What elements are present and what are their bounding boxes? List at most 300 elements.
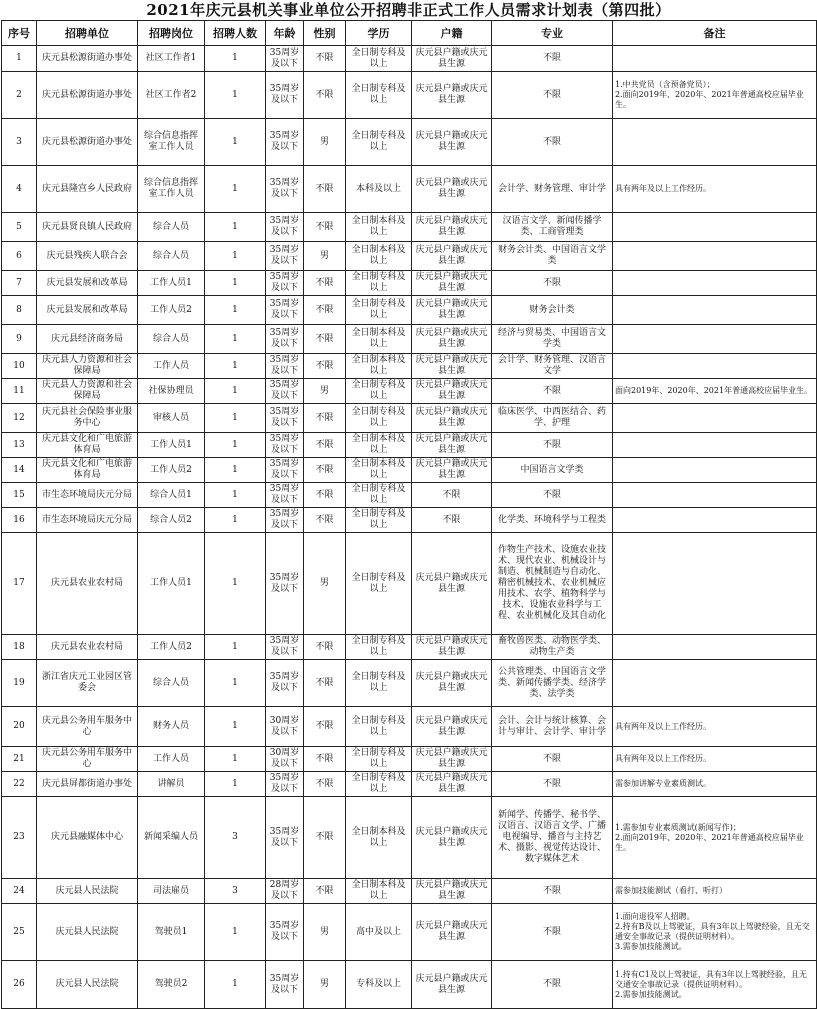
cell-post: 工作人员2 xyxy=(138,458,205,483)
cell-gender: 不限 xyxy=(304,46,346,72)
cell-count: 1 xyxy=(205,296,266,325)
table-row xyxy=(2,46,817,72)
cell-education: 全日制专科及以上 xyxy=(346,379,412,404)
cell-unit: 庆元县经济商务局 xyxy=(37,325,138,354)
table-row xyxy=(2,296,817,325)
cell-education: 全日制本科及以上 xyxy=(346,213,412,242)
cell-unit: 庆元县人民法院 xyxy=(37,904,138,961)
cell-post: 工作人员 xyxy=(138,747,205,772)
cell-post: 工作人员1 xyxy=(138,433,205,458)
table-row xyxy=(2,433,817,458)
cell-note: 需参加讲解专业素质测试。 xyxy=(613,772,817,797)
cell-major: 不限 xyxy=(492,747,613,772)
cell-unit: 庆元县人力资源和社会保障局 xyxy=(37,379,138,404)
cell-post: 讲解员 xyxy=(138,772,205,797)
cell-unit: 庆元县残疾人联合会 xyxy=(37,242,138,271)
cell-age: 35周岁及以下 xyxy=(266,119,304,166)
cell-post: 综合信息指挥室工作人员 xyxy=(138,166,205,213)
cell-hukou: 庆元县户籍或庆元县生源 xyxy=(412,904,492,961)
cell-hukou: 庆元县户籍或庆元县生源 xyxy=(412,242,492,271)
cell-note: 面向2019年、2020年、2021年普通高校应届毕业生。 xyxy=(613,379,817,404)
cell-note: 具有两年及以上工作经历。 xyxy=(613,747,817,772)
cell-hukou: 不限 xyxy=(412,483,492,508)
cell-gender: 不限 xyxy=(304,660,346,707)
table-row xyxy=(2,533,817,635)
cell-gender: 不限 xyxy=(304,879,346,904)
cell-no: 12 xyxy=(2,404,37,433)
cell-no: 14 xyxy=(2,458,37,483)
cell-note: 1.需参加专业素质测试(新闻写作)； 2.面向2019年、2020年、2021年普通高校应届毕业生。 xyxy=(613,797,817,879)
cell-count: 1 xyxy=(205,707,266,747)
cell-note xyxy=(613,296,817,325)
cell-post: 新闻采编人员 xyxy=(138,797,205,879)
cell-hukou: 庆元县户籍或庆元县生源 xyxy=(412,707,492,747)
cell-hukou: 庆元县户籍或庆元县生源 xyxy=(412,72,492,119)
header-major: 专业 xyxy=(492,21,613,46)
cell-gender: 不限 xyxy=(304,72,346,119)
cell-unit: 市生态环境局庆元分局 xyxy=(37,483,138,508)
cell-post: 社区工作者1 xyxy=(138,46,205,72)
cell-education: 全日制专科及以上 xyxy=(346,119,412,166)
cell-age: 35周岁及以下 xyxy=(266,797,304,879)
cell-hukou: 庆元县户籍或庆元县生源 xyxy=(412,660,492,707)
cell-education: 本科及以上 xyxy=(346,166,412,213)
cell-post: 驾驶员2 xyxy=(138,961,205,1009)
cell-count: 1 xyxy=(205,404,266,433)
cell-post: 社区工作者2 xyxy=(138,72,205,119)
cell-gender: 不限 xyxy=(304,483,346,508)
cell-note: 1.中共党员（含预备党员）； 2.面向2019年、2020年、2021年普通高校应届毕业生。 xyxy=(613,72,817,119)
cell-post: 审核人员 xyxy=(138,404,205,433)
cell-count: 1 xyxy=(205,325,266,354)
table-body xyxy=(2,46,817,1009)
cell-note xyxy=(613,325,817,354)
cell-no: 22 xyxy=(2,772,37,797)
cell-unit: 庆元县人民法院 xyxy=(37,961,138,1009)
header-unit: 招聘单位 xyxy=(37,21,138,46)
cell-education: 全日制专科及以上 xyxy=(346,296,412,325)
header-row xyxy=(2,21,817,46)
cell-unit: 庆元县公务用车服务中心 xyxy=(37,707,138,747)
table-row xyxy=(2,508,817,533)
cell-age: 35周岁及以下 xyxy=(266,242,304,271)
table-row xyxy=(2,404,817,433)
cell-unit: 庆元县融媒体中心 xyxy=(37,797,138,879)
cell-hukou: 庆元县户籍或庆元县生源 xyxy=(412,271,492,296)
cell-age: 35周岁及以下 xyxy=(266,635,304,660)
header-education: 学历 xyxy=(346,21,412,46)
cell-unit: 庆元县松源街道办事处 xyxy=(37,119,138,166)
table-row xyxy=(2,119,817,166)
cell-education: 全日制专科及以上 xyxy=(346,747,412,772)
cell-gender: 男 xyxy=(304,379,346,404)
header-count: 招聘人数 xyxy=(205,21,266,46)
cell-no: 13 xyxy=(2,433,37,458)
cell-count: 1 xyxy=(205,242,266,271)
cell-major: 会计学、财务管理、审计学 xyxy=(492,166,613,213)
cell-age: 35周岁及以下 xyxy=(266,404,304,433)
cell-post: 工作人员1 xyxy=(138,533,205,635)
cell-major: 不限 xyxy=(492,46,613,72)
cell-major: 会计、会计与统计核算、会计与审计、会计学、审计学 xyxy=(492,707,613,747)
cell-education: 专科及以上 xyxy=(346,961,412,1009)
cell-count: 1 xyxy=(205,46,266,72)
cell-unit: 市生态环境局庆元分局 xyxy=(37,508,138,533)
cell-post: 司法雇员 xyxy=(138,879,205,904)
cell-major: 不限 xyxy=(492,772,613,797)
cell-unit: 庆元县文化和广电旅游体育局 xyxy=(37,433,138,458)
cell-count: 1 xyxy=(205,271,266,296)
cell-count: 1 xyxy=(205,72,266,119)
cell-age: 35周岁及以下 xyxy=(266,354,304,379)
cell-note: 1.面向退役军人招聘。 2.持有B及以上驾驶证，具有3年以上驾驶经验，且无交通安全事故记录（提供证明材料）。 3.需参加技能测试。 xyxy=(613,904,817,961)
cell-count: 3 xyxy=(205,797,266,879)
cell-no: 10 xyxy=(2,354,37,379)
cell-gender: 不限 xyxy=(304,296,346,325)
cell-hukou: 庆元县户籍或庆元县生源 xyxy=(412,533,492,635)
cell-gender: 不限 xyxy=(304,325,346,354)
cell-count: 1 xyxy=(205,354,266,379)
cell-hukou: 庆元县户籍或庆元县生源 xyxy=(412,458,492,483)
cell-education: 全日制专科及以上 xyxy=(346,72,412,119)
cell-note: 具有两年及以上工作经历。 xyxy=(613,166,817,213)
cell-major: 不限 xyxy=(492,961,613,1009)
cell-count: 1 xyxy=(205,166,266,213)
cell-age: 35周岁及以下 xyxy=(266,483,304,508)
cell-count: 1 xyxy=(205,904,266,961)
cell-no: 24 xyxy=(2,879,37,904)
cell-unit: 庆元县松源街道办事处 xyxy=(37,72,138,119)
cell-count: 1 xyxy=(205,635,266,660)
cell-unit: 庆元县社会保险事业服务中心 xyxy=(37,404,138,433)
cell-age: 30周岁及以下 xyxy=(266,707,304,747)
cell-age: 28周岁及以下 xyxy=(266,879,304,904)
cell-hukou: 庆元县户籍或庆元县生源 xyxy=(412,354,492,379)
cell-no: 2 xyxy=(2,72,37,119)
cell-education: 全日制本科及以上 xyxy=(346,325,412,354)
cell-note xyxy=(613,660,817,707)
cell-note xyxy=(613,533,817,635)
cell-age: 35周岁及以下 xyxy=(266,72,304,119)
table-row xyxy=(2,72,817,119)
cell-unit: 庆元县贤良镇人民政府 xyxy=(37,213,138,242)
cell-hukou: 庆元县户籍或庆元县生源 xyxy=(412,879,492,904)
cell-note xyxy=(613,213,817,242)
cell-major: 作物生产技术、设施农业技术、现代农业、机械设计与制造、机械制造与自动化、精密机械技术、农业机械应用技术、农学、植物科学与技术、设施农业科学与工程、农业机械化及其自动化 xyxy=(492,533,613,635)
cell-major: 不限 xyxy=(492,904,613,961)
cell-note xyxy=(613,433,817,458)
cell-note xyxy=(613,271,817,296)
cell-note xyxy=(613,242,817,271)
cell-unit: 庆元县屏都街道办事处 xyxy=(37,772,138,797)
cell-education: 全日制本科及以上 xyxy=(346,797,412,879)
table-row xyxy=(2,961,817,1009)
table-row xyxy=(2,879,817,904)
cell-no: 7 xyxy=(2,271,37,296)
cell-hukou: 庆元县户籍或庆元县生源 xyxy=(412,404,492,433)
cell-education: 全日制专科及以上 xyxy=(346,271,412,296)
cell-count: 1 xyxy=(205,483,266,508)
cell-major: 财务会计类 xyxy=(492,296,613,325)
cell-no: 11 xyxy=(2,379,37,404)
cell-education: 全日制专科及以上 xyxy=(346,404,412,433)
header-post: 招聘岗位 xyxy=(138,21,205,46)
table-row xyxy=(2,635,817,660)
table-row xyxy=(2,904,817,961)
cell-hukou: 庆元县户籍或庆元县生源 xyxy=(412,46,492,72)
cell-hukou: 庆元县户籍或庆元县生源 xyxy=(412,119,492,166)
cell-post: 工作人员 xyxy=(138,354,205,379)
cell-gender: 男 xyxy=(304,242,346,271)
table-row xyxy=(2,483,817,508)
cell-major: 公共管理类、中国语言文学类、新闻传播学类、经济学类、法学类 xyxy=(492,660,613,707)
cell-major: 不限 xyxy=(492,119,613,166)
cell-note xyxy=(613,119,817,166)
cell-post: 综合人员1 xyxy=(138,483,205,508)
cell-no: 4 xyxy=(2,166,37,213)
table-row xyxy=(2,354,817,379)
cell-unit: 庆元县公务用车服务中心 xyxy=(37,747,138,772)
cell-education: 全日制专科及以上 xyxy=(346,707,412,747)
table-row xyxy=(2,660,817,707)
cell-hukou: 庆元县户籍或庆元县生源 xyxy=(412,797,492,879)
cell-hukou: 庆元县户籍或庆元县生源 xyxy=(412,635,492,660)
cell-no: 17 xyxy=(2,533,37,635)
cell-note: 1.持有C1及以上驾驶证，具有3年以上驾驶经验，且无交通安全事故记录（提供证明材料）。 2.需参加技能测试。 xyxy=(613,961,817,1009)
cell-unit: 庆元县发展和改革局 xyxy=(37,271,138,296)
cell-no: 15 xyxy=(2,483,37,508)
cell-post: 财务人员 xyxy=(138,707,205,747)
cell-hukou: 庆元县户籍或庆元县生源 xyxy=(412,961,492,1009)
header-age: 年龄 xyxy=(266,21,304,46)
cell-major: 不限 xyxy=(492,433,613,458)
cell-no: 19 xyxy=(2,660,37,707)
cell-note: 具有两年及以上工作经历。 xyxy=(613,707,817,747)
cell-gender: 男 xyxy=(304,533,346,635)
cell-gender: 男 xyxy=(304,961,346,1009)
cell-count: 1 xyxy=(205,119,266,166)
recruitment-table xyxy=(1,20,817,1009)
cell-education: 全日制本科及以上 xyxy=(346,879,412,904)
cell-count: 3 xyxy=(205,879,266,904)
cell-age: 35周岁及以下 xyxy=(266,271,304,296)
cell-post: 社保协理员 xyxy=(138,379,205,404)
cell-major: 不限 xyxy=(492,72,613,119)
cell-major: 财务会计类、中国语言文学类 xyxy=(492,242,613,271)
cell-age: 35周岁及以下 xyxy=(266,961,304,1009)
cell-major: 畜牧兽医类、动物医学类、动物生产类 xyxy=(492,635,613,660)
cell-education: 全日制本科及以上 xyxy=(346,458,412,483)
cell-age: 35周岁及以下 xyxy=(266,46,304,72)
cell-count: 1 xyxy=(205,458,266,483)
cell-unit: 庆元县文化和广电旅游体育局 xyxy=(37,458,138,483)
cell-major: 不限 xyxy=(492,379,613,404)
cell-major: 不限 xyxy=(492,879,613,904)
cell-gender: 不限 xyxy=(304,433,346,458)
cell-age: 35周岁及以下 xyxy=(266,379,304,404)
table-row xyxy=(2,242,817,271)
cell-major: 化学类、环境科学与工程类 xyxy=(492,508,613,533)
cell-hukou: 庆元县户籍或庆元县生源 xyxy=(412,325,492,354)
cell-age: 35周岁及以下 xyxy=(266,533,304,635)
cell-gender: 不限 xyxy=(304,213,346,242)
cell-age: 35周岁及以下 xyxy=(266,325,304,354)
cell-no: 23 xyxy=(2,797,37,879)
cell-gender: 不限 xyxy=(304,354,346,379)
cell-major: 汉语言文学、新闻传播学类、工商管理类 xyxy=(492,213,613,242)
header-no: 序号 xyxy=(2,21,37,46)
cell-major: 会计学、财务管理、汉语言文学 xyxy=(492,354,613,379)
cell-note: 需参加技能测试（看打、听打） xyxy=(613,879,817,904)
cell-major: 中国语言文学类 xyxy=(492,458,613,483)
header-hukou: 户籍 xyxy=(412,21,492,46)
table-row xyxy=(2,797,817,879)
cell-post: 综合人员 xyxy=(138,213,205,242)
cell-age: 35周岁及以下 xyxy=(266,296,304,325)
cell-education: 全日制专科及以上 xyxy=(346,533,412,635)
cell-post: 综合人员2 xyxy=(138,508,205,533)
cell-gender: 不限 xyxy=(304,797,346,879)
cell-education: 全日制专科及以上 xyxy=(346,772,412,797)
cell-hukou: 不限 xyxy=(412,508,492,533)
cell-no: 3 xyxy=(2,119,37,166)
cell-education: 全日制专科及以上 xyxy=(346,46,412,72)
cell-post: 综合信息指挥室工作人员 xyxy=(138,119,205,166)
cell-count: 1 xyxy=(205,213,266,242)
cell-gender: 不限 xyxy=(304,404,346,433)
cell-note xyxy=(613,483,817,508)
cell-unit: 庆元县松源街道办事处 xyxy=(37,46,138,72)
cell-count: 1 xyxy=(205,508,266,533)
cell-age: 30周岁及以下 xyxy=(266,747,304,772)
cell-no: 18 xyxy=(2,635,37,660)
cell-hukou: 庆元县户籍或庆元县生源 xyxy=(412,296,492,325)
cell-count: 1 xyxy=(205,747,266,772)
table-row xyxy=(2,747,817,772)
cell-count: 1 xyxy=(205,772,266,797)
cell-gender: 男 xyxy=(304,904,346,961)
cell-post: 综合人员 xyxy=(138,660,205,707)
cell-education: 全日制本科及以上 xyxy=(346,242,412,271)
cell-gender: 不限 xyxy=(304,772,346,797)
cell-note xyxy=(613,508,817,533)
cell-count: 1 xyxy=(205,533,266,635)
cell-no: 6 xyxy=(2,242,37,271)
cell-major: 不限 xyxy=(492,483,613,508)
cell-no: 26 xyxy=(2,961,37,1009)
cell-no: 16 xyxy=(2,508,37,533)
cell-hukou: 庆元县户籍或庆元县生源 xyxy=(412,379,492,404)
cell-education: 高中及以上 xyxy=(346,904,412,961)
cell-unit: 庆元县人力资源和社会保障局 xyxy=(37,354,138,379)
cell-age: 35周岁及以下 xyxy=(266,508,304,533)
table-row xyxy=(2,458,817,483)
cell-count: 1 xyxy=(205,961,266,1009)
cell-hukou: 庆元县户籍或庆元县生源 xyxy=(412,213,492,242)
cell-unit: 庆元县农业农村局 xyxy=(37,635,138,660)
header-gender: 性别 xyxy=(304,21,346,46)
cell-major: 经济与贸易类、中国语言文学类 xyxy=(492,325,613,354)
cell-age: 35周岁及以下 xyxy=(266,166,304,213)
cell-no: 8 xyxy=(2,296,37,325)
cell-hukou: 庆元县户籍或庆元县生源 xyxy=(412,747,492,772)
cell-note xyxy=(613,458,817,483)
cell-note xyxy=(613,404,817,433)
header-note: 备注 xyxy=(613,21,817,46)
table-row xyxy=(2,271,817,296)
cell-no: 25 xyxy=(2,904,37,961)
cell-no: 21 xyxy=(2,747,37,772)
cell-post: 工作人员2 xyxy=(138,635,205,660)
cell-no: 5 xyxy=(2,213,37,242)
cell-gender: 不限 xyxy=(304,707,346,747)
cell-gender: 不限 xyxy=(304,508,346,533)
cell-note xyxy=(613,354,817,379)
cell-note xyxy=(613,635,817,660)
cell-gender: 不限 xyxy=(304,271,346,296)
cell-hukou: 庆元县户籍或庆元县生源 xyxy=(412,166,492,213)
cell-major: 不限 xyxy=(492,271,613,296)
cell-education: 全日制本科及以上 xyxy=(346,354,412,379)
cell-education: 全日制专科及以上 xyxy=(346,660,412,707)
cell-post: 综合人员 xyxy=(138,242,205,271)
cell-gender: 不限 xyxy=(304,635,346,660)
cell-age: 35周岁及以下 xyxy=(266,772,304,797)
cell-no: 1 xyxy=(2,46,37,72)
cell-hukou: 庆元县户籍或庆元县生源 xyxy=(412,433,492,458)
cell-unit: 庆元县人民法院 xyxy=(37,879,138,904)
cell-gender: 不限 xyxy=(304,458,346,483)
cell-major: 临床医学、中西医结合、药学、护理 xyxy=(492,404,613,433)
cell-age: 35周岁及以下 xyxy=(266,458,304,483)
cell-count: 1 xyxy=(205,433,266,458)
cell-unit: 庆元县隆宫乡人民政府 xyxy=(37,166,138,213)
cell-post: 工作人员2 xyxy=(138,296,205,325)
cell-age: 35周岁及以下 xyxy=(266,433,304,458)
cell-major: 新闻学、传播学、秘书学、汉语言、汉语言文学、广播电视编导、播音与主持艺术、摄影、视觉传达设计、数字媒体艺术 xyxy=(492,797,613,879)
cell-no: 9 xyxy=(2,325,37,354)
cell-count: 1 xyxy=(205,660,266,707)
cell-education: 全日制专科及以上 xyxy=(346,508,412,533)
cell-education: 全日制本科及以上 xyxy=(346,433,412,458)
cell-post: 驾驶员1 xyxy=(138,904,205,961)
cell-age: 35周岁及以下 xyxy=(266,904,304,961)
cell-age: 35周岁及以下 xyxy=(266,660,304,707)
table-row xyxy=(2,707,817,747)
cell-unit: 庆元县发展和改革局 xyxy=(37,296,138,325)
cell-gender: 不限 xyxy=(304,747,346,772)
table-row xyxy=(2,325,817,354)
table-row xyxy=(2,213,817,242)
table-row xyxy=(2,166,817,213)
cell-post: 工作人员1 xyxy=(138,271,205,296)
cell-education: 全日制专科及以上 xyxy=(346,483,412,508)
table-row xyxy=(2,772,817,797)
cell-gender: 不限 xyxy=(304,166,346,213)
cell-note xyxy=(613,46,817,72)
cell-hukou: 庆元县户籍或庆元县生源 xyxy=(412,772,492,797)
table-title: 2021年庆元县机关事业单位公开招聘非正式工作人员需求计划表（第四批） xyxy=(146,1,671,19)
cell-no: 20 xyxy=(2,707,37,747)
cell-post: 综合人员 xyxy=(138,325,205,354)
cell-unit: 庆元县农业农村局 xyxy=(37,533,138,635)
cell-gender: 男 xyxy=(304,119,346,166)
cell-unit: 浙江省庆元工业园区管委会 xyxy=(37,660,138,707)
table-row xyxy=(2,379,817,404)
cell-age: 35周岁及以下 xyxy=(266,213,304,242)
cell-count: 1 xyxy=(205,379,266,404)
cell-education: 全日制专科及以上 xyxy=(346,635,412,660)
